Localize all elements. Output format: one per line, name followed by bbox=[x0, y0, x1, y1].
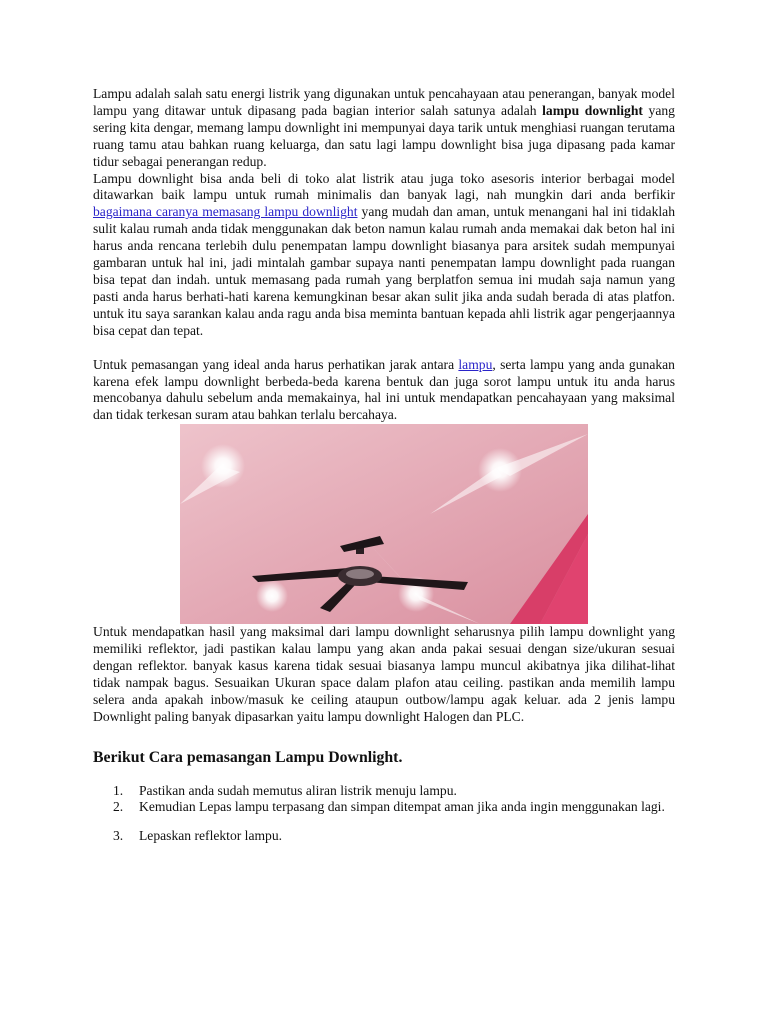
paragraph-text: yang sering kita dengar, memang lampu downlight ini mempunyai daya tarik untuk menghiasi ruangan terutama ruang tamu atau bahkan ruang keluarga, dan satu lagi lampu downlight bisa juga dipasang pada kamar tidur sebagai penerangan redup. bbox=[93, 102, 675, 169]
list-item bbox=[93, 799, 675, 816]
install-downlight-link[interactable]: bagaimana caranya memasang lampu downlight bbox=[93, 204, 358, 220]
bold-term: lampu downlight bbox=[542, 102, 643, 118]
spacing-paragraph bbox=[93, 357, 675, 425]
steps-heading: Berikut Cara pemasangan Lampu Downlight. bbox=[93, 748, 403, 766]
article-body bbox=[93, 86, 675, 845]
list-number: 3. bbox=[113, 828, 124, 844]
paragraph-text: Untuk pemasangan yang ideal anda harus perhatikan jarak antara bbox=[93, 356, 459, 372]
paragraph-text: Lampu adalah salah satu energi listrik yang digunakan untuk pencahayaan atau penerangan, banyak model lampu yang ditawar untuk dipasang pada bagian interior salah satunya adalah bbox=[93, 86, 675, 118]
list-text: Lepaskan reflektor lampu. bbox=[139, 828, 283, 844]
list-number: 1. bbox=[113, 782, 124, 798]
downlight-1 bbox=[201, 444, 245, 488]
paragraph-text: yang mudah dan aman, untuk menangani hal ini tidaklah sulit kalau rumah anda tidak menggunakan dak beton namun kalau rumah anda memakai dak beton hal ini harus anda rencana terlebih dulu penempatan lampu downlight biasanya para arsitek sudah mempunyai gambaran untuk hal ini, jadi mintalah gambar supaya nanti penempatan lampu downlight pada ruangan bisa tepat dan indah. untuk memasang pada rumah yang berplatfon semua ini mudah saja namun yang pasti anda harus berhati-hati karena kemungkinan besar akan sulit jika anda sudah berada di atas platfon. untuk itu saya sarankan kalau anda ragu anda bisa meminta bantuan kepada ahli listrik agar pengerjaannya bisa cepat dan tepat. bbox=[93, 204, 675, 338]
list-item bbox=[93, 828, 675, 845]
paragraph-text: , serta lampu yang anda gunakan karena efek lampu downlight berbeda-beda karena bentuk dan juga sorot lampu untuk itu anda harus mencobanya dahulu sebelum anda memakainya, hal ini untuk mendapatkan pencahayaan yang maksimal dan tidak terkesan suram atau bahkan terlalu bercahaya. bbox=[93, 356, 675, 423]
lampu-link[interactable]: lampu bbox=[458, 356, 493, 372]
downlight-2 bbox=[478, 448, 522, 492]
intro-paragraph bbox=[93, 86, 675, 171]
purchase-paragraph bbox=[93, 171, 675, 340]
downlight-4 bbox=[256, 580, 288, 612]
paragraph-text: Lampu downlight bisa anda beli di toko alat listrik atau juga toko asesoris interior berbagai model ditawarkan baik lampu untuk rumah minimalis dan banyak lagi, nah mungkin dari anda berfikir bbox=[93, 170, 675, 203]
list-number: 2. bbox=[113, 799, 124, 815]
list-text: Pastikan anda sudah memutus aliran listrik menuju lampu. bbox=[139, 782, 457, 798]
reflector-paragraph: Untuk mendapatkan hasil yang maksimal dari lampu downlight seharusnya pilih lampu downlight yang memiliki reflektor, jadi pastikan kalau lampu yang akan anda pakai sesuai dengan size/ukuran sesuai dengan reflektor. banyak kasus karena tidak sesuai biasanya lampu muncul akibatnya jika dilihat-lihat tidak nampak bagus. Sesuaikan Ukuran space dalam plafon atau ceiling. pastikan anda memilih lampu selera anda apakah inbow/masuk ke ceiling ataupun outbow/lampu agak keluar. ada 2 jenis lampu Downlight paling banyak dipasarkan yaitu lampu downlight Halogen dan PLC. bbox=[93, 624, 675, 724]
ceiling-downlight-photo bbox=[180, 424, 588, 624]
list-text: Kemudian Lepas lampu terpasang dan simpan ditempat aman jika anda ingin menggunakan lagi. bbox=[139, 799, 665, 815]
list-item bbox=[93, 783, 675, 800]
steps-list bbox=[93, 783, 675, 846]
